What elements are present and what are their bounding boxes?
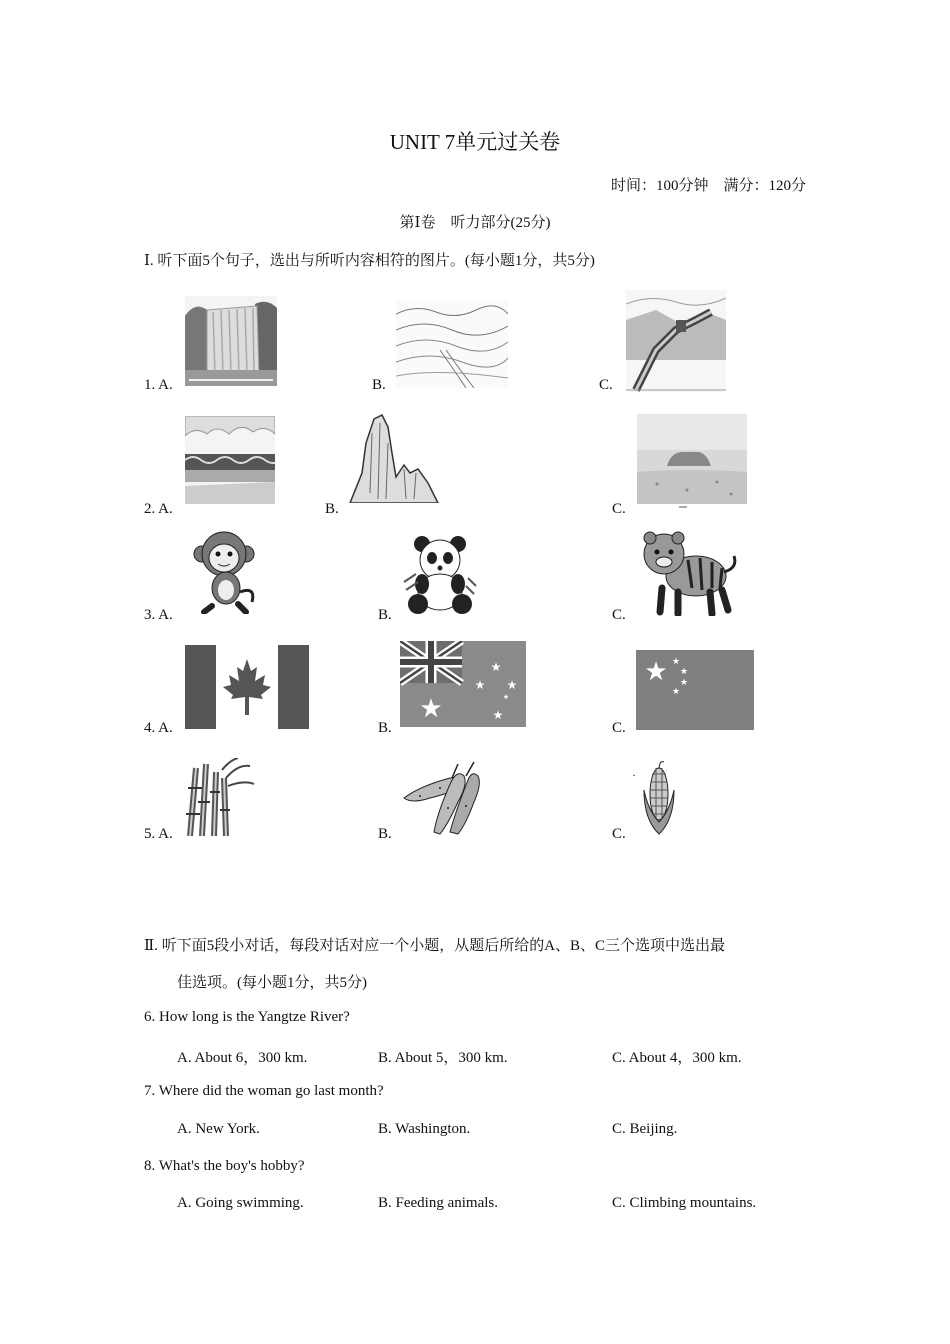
q1-label-a: 1. A.: [144, 377, 173, 393]
q5-label-c: C.: [612, 826, 626, 842]
question-8-stem: 8. What's the boy's hobby?: [144, 1158, 305, 1174]
q2-label-a: 2. A.: [144, 501, 173, 517]
ayers-rock-picture: [637, 414, 747, 508]
svg-text:★: ★: [506, 678, 518, 692]
australia-flag-picture: [400, 641, 526, 727]
svg-text:★: ★: [644, 657, 668, 687]
svg-text:★: ★: [492, 708, 504, 722]
q1-label-b: B.: [372, 377, 386, 393]
section-label: 第Ⅰ卷 听力部分(25分): [399, 215, 551, 231]
question-8-option-a: A. Going swimming.: [177, 1195, 304, 1211]
q2-label-c: C.: [612, 501, 626, 517]
question-8-option-c: C. Climbing mountains.: [612, 1195, 757, 1211]
tiger-picture: [638, 528, 738, 616]
question-6-option-b: B. About 5，300 km.: [378, 1050, 508, 1066]
stray-dot: ·: [632, 768, 636, 782]
q5-label-a: 5. A.: [144, 826, 173, 842]
waterfall-picture: [185, 296, 277, 386]
question-6-option-c: C. About 4，300 km.: [612, 1050, 742, 1066]
desert-dunes-picture: [396, 300, 508, 388]
question-7-option-a: A. New York.: [177, 1121, 260, 1137]
q3-label-a: 3. A.: [144, 607, 173, 623]
svg-text:★: ★: [671, 657, 681, 667]
part1-instruction: Ⅰ. 听下面5个句子，选出与所听内容相符的图片。(每小题1分，共5分): [144, 253, 595, 269]
q4-label-a: 4. A.: [144, 720, 173, 736]
q3-label-b: B.: [378, 607, 392, 623]
q4-label-b: B.: [378, 720, 392, 736]
q2-label-b: B.: [325, 501, 339, 517]
part2-instruction-line2: 佳选项。(每小题1分，共5分): [177, 975, 367, 991]
svg-text:★: ★: [419, 694, 443, 724]
sea-waves-picture: [185, 416, 275, 504]
peanuts-picture: [400, 760, 484, 836]
q3-label-c: C.: [612, 607, 626, 623]
q1-label-c: C.: [599, 377, 613, 393]
svg-text:★: ★: [474, 678, 486, 692]
svg-text:★: ★: [502, 693, 510, 701]
china-flag-picture: [636, 650, 754, 730]
q5-label-b: B.: [378, 826, 392, 842]
svg-text:★: ★: [679, 678, 689, 688]
svg-text:★: ★: [671, 687, 681, 697]
q4-label-c: C.: [612, 720, 626, 736]
question-6-stem: 6. How long is the Yangtze River?: [144, 1009, 350, 1025]
question-6-option-a: A. About 6，300 km.: [177, 1050, 308, 1066]
question-7-option-c: C. Beijing.: [612, 1121, 678, 1137]
question-8-option-b: B. Feeding animals.: [378, 1195, 498, 1211]
bamboo-picture: [182, 758, 256, 836]
exam-meta: 时间：100分钟 满分：120分: [610, 178, 806, 194]
panda-picture: [400, 534, 480, 618]
mountain-peak-picture: [348, 413, 440, 503]
canada-flag-picture: [185, 645, 309, 729]
monkey-picture: [190, 526, 260, 614]
great-wall-picture: [626, 290, 726, 392]
page-title: UNIT 7单元过关卷: [389, 130, 561, 154]
svg-text:★: ★: [490, 660, 502, 674]
corn-picture: [640, 760, 678, 836]
question-7-option-b: B. Washington.: [378, 1121, 471, 1137]
question-7-stem: 7. Where did the woman go last month?: [144, 1083, 384, 1099]
part2-instruction-line1: Ⅱ. 听下面5段小对话，每段对话对应一个小题，从题后所给的A、B、C三个选项中选出最: [144, 938, 726, 954]
svg-text:★: ★: [679, 667, 689, 677]
